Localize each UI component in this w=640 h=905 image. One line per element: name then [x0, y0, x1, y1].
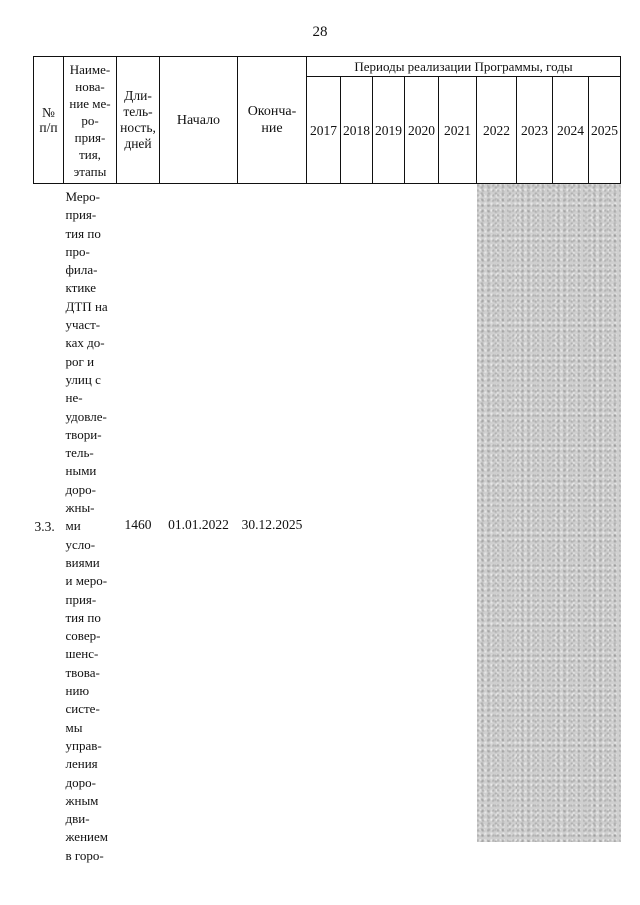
header-year-2022: 2022	[477, 77, 517, 184]
active-period-shading	[517, 184, 553, 842]
header-year-2021: 2021	[439, 77, 477, 184]
row-num: 3.3.	[34, 518, 55, 534]
header-periods-title: Периоды реализации Программы, годы	[307, 57, 621, 77]
row-year-2022	[477, 184, 517, 865]
table-row	[34, 184, 621, 865]
header-duration-label: Дли- тель- ность, дней	[120, 88, 156, 151]
row-year-2019	[373, 184, 405, 865]
row-year-2024	[553, 184, 589, 865]
header-year-2018: 2018	[341, 77, 373, 184]
active-period-shading	[477, 184, 517, 842]
row-year-2021	[439, 184, 477, 865]
header-end	[238, 57, 307, 184]
row-year-2018	[341, 184, 373, 865]
active-period-shading	[553, 184, 589, 842]
active-period-shading	[589, 184, 621, 842]
header-name-label: Наиме- нова- ние ме- ро- прия- тия, этапы	[69, 61, 111, 179]
header-end-label: Оконча- ние	[247, 104, 297, 136]
header-year-2025: 2025	[589, 77, 621, 184]
header-year-2019: 2019	[373, 77, 405, 184]
row-year-2020	[405, 184, 439, 865]
header-year-2020: 2020	[405, 77, 439, 184]
row-start: 01.01.2022	[168, 516, 229, 532]
header-num-label: № п/п	[39, 105, 58, 135]
row-year-2023	[517, 184, 553, 865]
page-number: 28	[312, 24, 328, 40]
row-year-2025	[589, 184, 621, 865]
program-schedule-table	[33, 56, 621, 865]
row-end: 30.12.2025	[241, 516, 303, 532]
row-name: Меро- прия- тия по про- фила- ктике ДТП на участ- ках до- рог и улиц с не- удовле- твори- тель- ными доро- жны- ми усло- виями и меро- прия- тия по совер- шенс- твова- нию систе- мы управ- ления доро- жным дви- жением в горо-	[65, 189, 108, 863]
row-year-2017	[307, 184, 341, 865]
header-name	[64, 57, 117, 184]
header-num	[34, 57, 64, 184]
header-year-2024: 2024	[553, 77, 589, 184]
row-duration: 1460	[124, 516, 152, 532]
header-year-2023: 2023	[517, 77, 553, 184]
header-start	[160, 57, 238, 184]
header-year-2017: 2017	[307, 77, 341, 184]
header-duration	[117, 57, 160, 184]
header-start-label: Начало	[176, 113, 221, 128]
